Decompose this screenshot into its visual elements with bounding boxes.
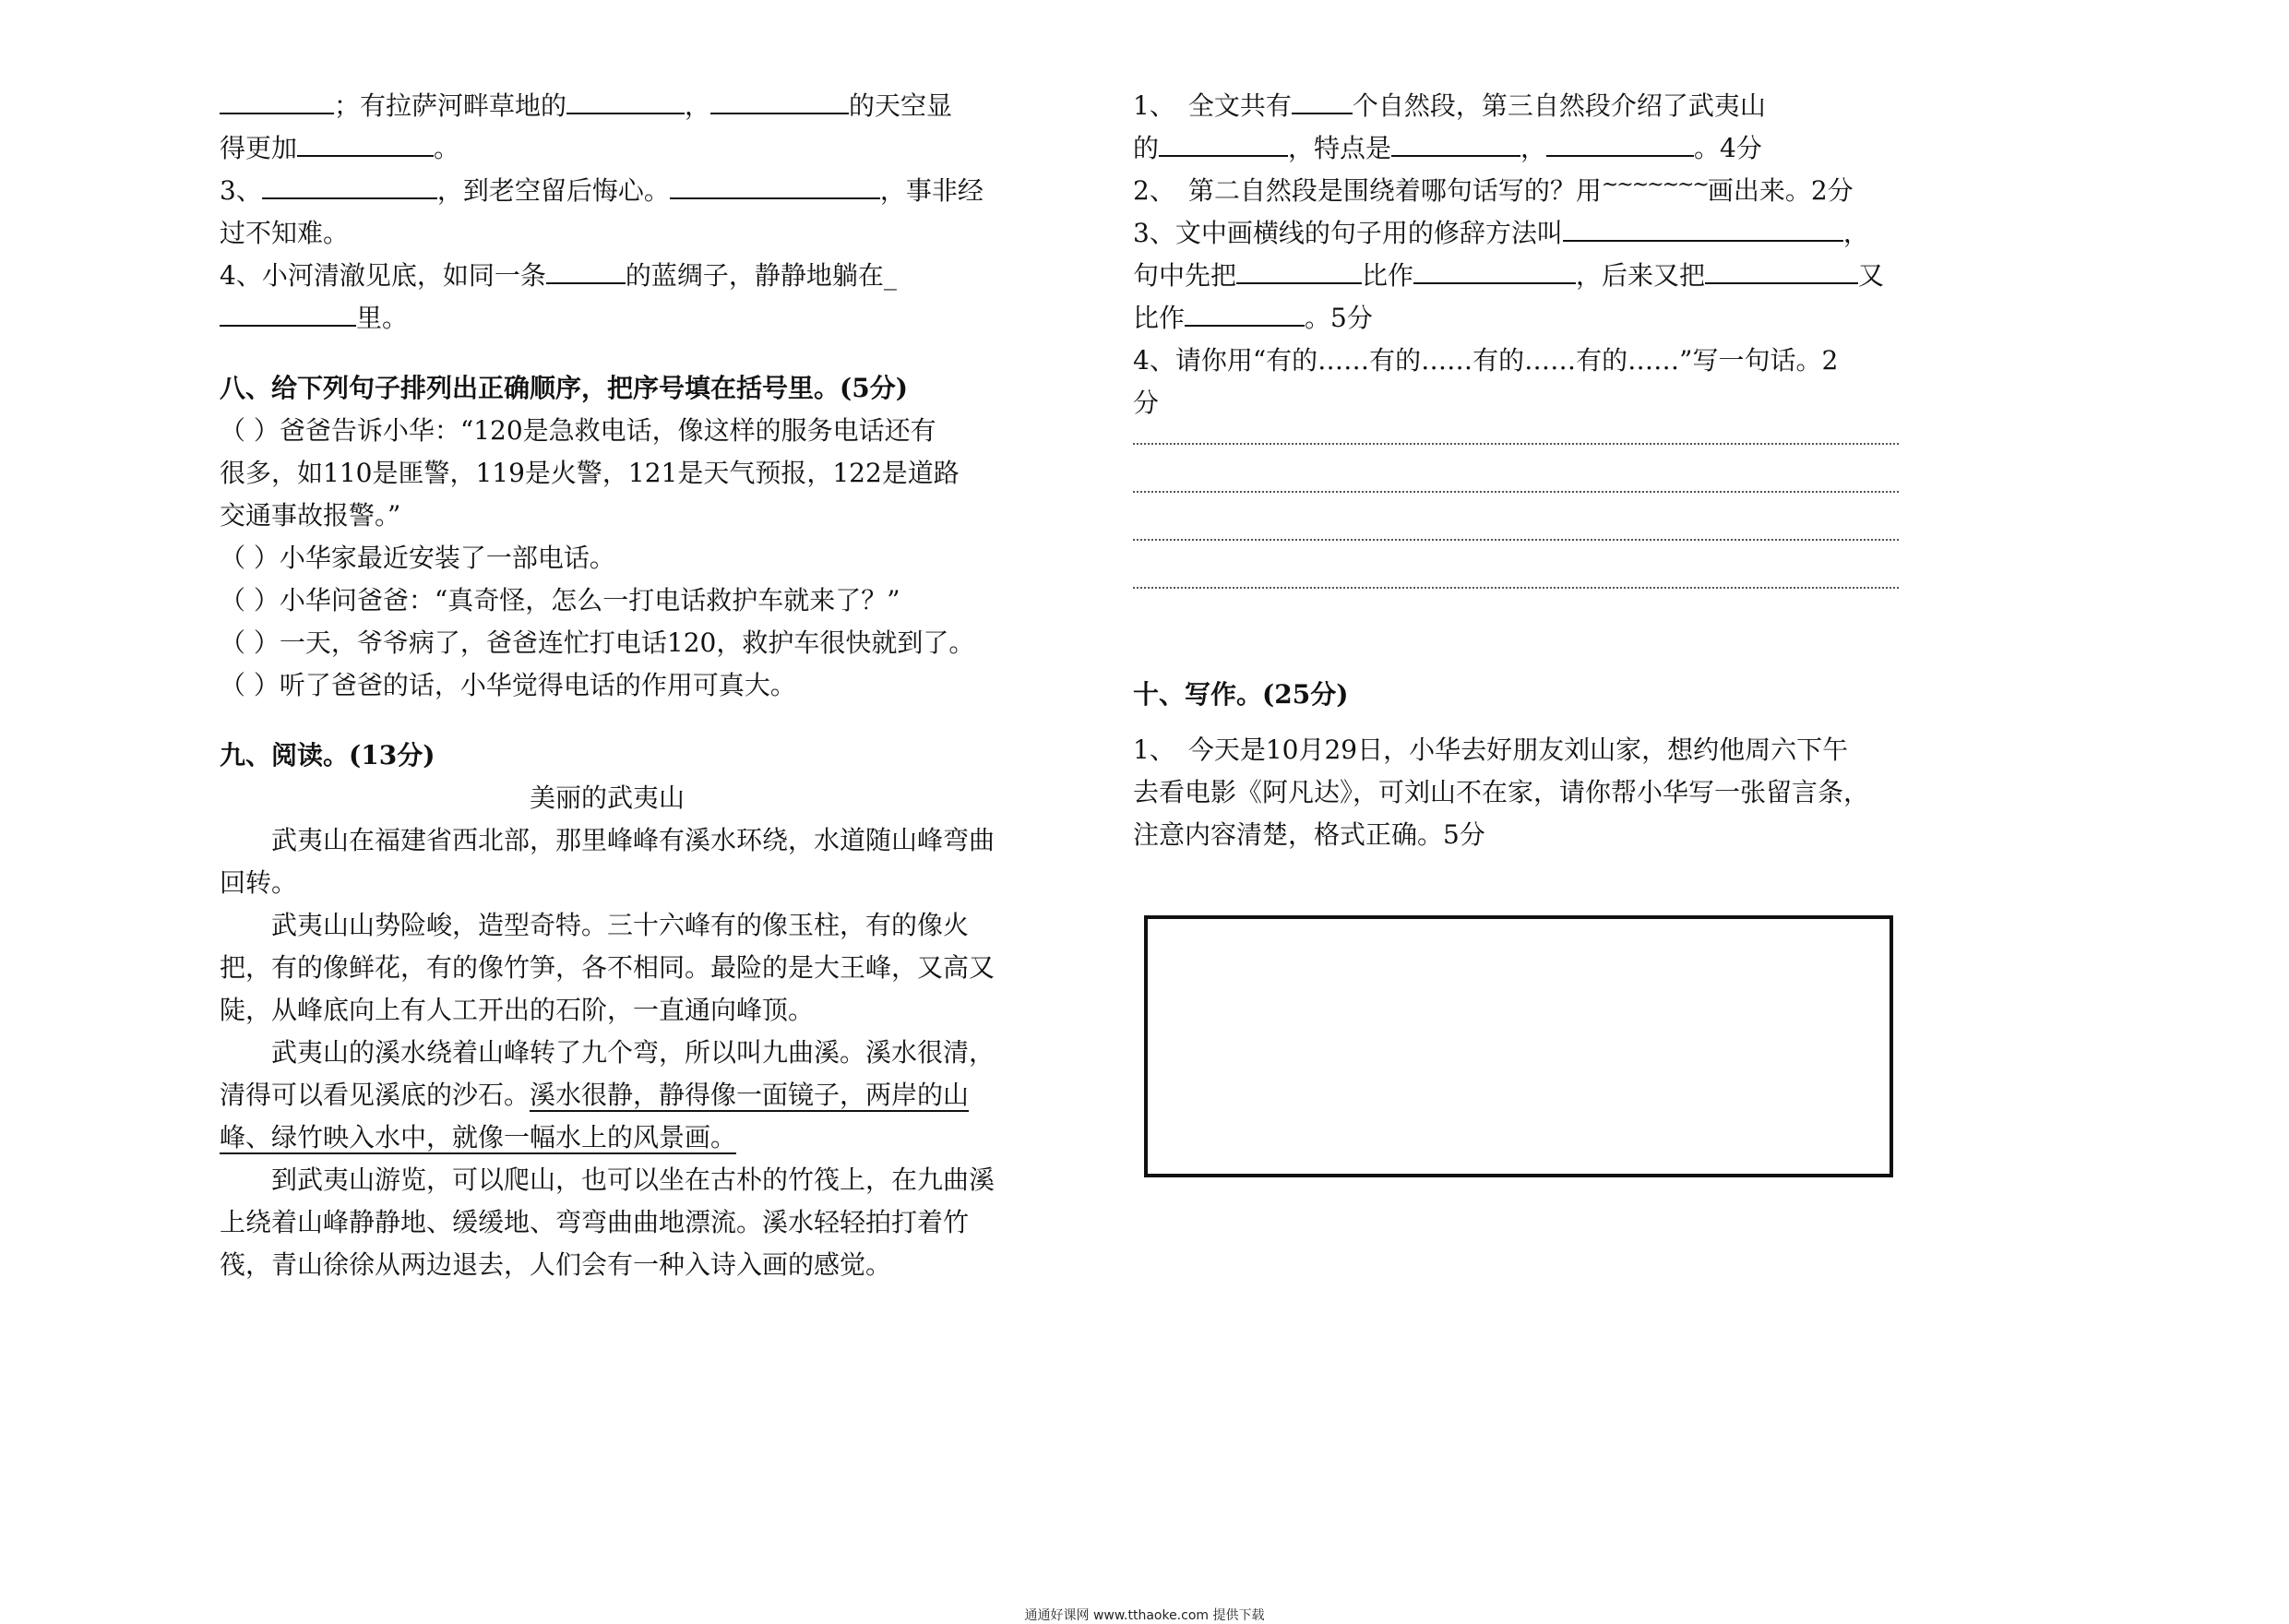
writing-line[interactable] — [1133, 493, 1899, 541]
answer-blank[interactable] — [566, 85, 685, 114]
wavy-line-mark: ~~~~~~~ — [1601, 173, 1708, 197]
writing-prompt-line3: 注意内容清楚，格式正确。5分 — [1133, 819, 1485, 850]
r-q3-line3: 比作 。5分 — [1133, 297, 1899, 340]
q3-line2: 过不知难。 — [220, 218, 350, 248]
answer-blank[interactable] — [710, 85, 849, 114]
answer-blank[interactable] — [297, 127, 434, 157]
answer-blank[interactable] — [1236, 255, 1362, 284]
sequence-item[interactable]: （ ）一天，爷爷病了，爸爸连忙打电话120，救护车很快就到了。 — [220, 627, 975, 658]
q4-line2: 里。 — [220, 297, 995, 340]
answer-blank[interactable] — [1185, 297, 1305, 327]
answer-blank[interactable] — [1292, 85, 1353, 114]
message-note-answer-box[interactable] — [1144, 915, 1893, 1177]
answer-blank[interactable] — [220, 297, 356, 327]
answer-blank[interactable] — [1705, 255, 1858, 284]
answer-blank[interactable] — [1391, 127, 1520, 157]
section-10-title: 十、写作。(25分) — [1133, 679, 1349, 710]
r-q3-line1: 3、文中画横线的句子用的修辞方法叫 ， — [1133, 212, 1899, 255]
right-column — [1133, 85, 1899, 856]
writing-prompt-line2: 去看电影《阿凡达》，可刘山不在家，请你帮小华写一张留言条， — [1133, 777, 1870, 807]
r-q1-line2: 的 ，特点是 ， 。4分 — [1133, 127, 1899, 170]
passage-paragraph-3: 武夷山的溪水绕着山峰转了九个弯，所以叫九曲溪。溪水很清，清得可以看见溪底的沙石。溪水很静，静得像一面镜子，两岸的山峰、绿竹映入水中，就像一幅水上的风景画。 — [220, 1037, 995, 1152]
writing-line[interactable] — [1133, 541, 1899, 589]
section-8-title: 八、给下列句子排列出正确顺序，把序号填在括号里。(5分) — [220, 373, 908, 403]
answer-blank[interactable] — [220, 85, 334, 114]
q2-continuation-line1: ；有拉萨河畔草地的 ， 的天空显 — [220, 85, 995, 127]
q2-continuation-line2: 得更加 。 — [220, 127, 995, 170]
answer-blank[interactable] — [1546, 127, 1694, 157]
sequence-item[interactable]: （ ）听了爸爸的话，小华觉得电话的作用可真大。 — [220, 670, 796, 700]
underlined-sentence: 溪水很静，静得像一面镜子，两岸的山峰、绿竹映入水中，就像一幅水上的风景画。 — [220, 1080, 970, 1152]
q4-line1: 4、小河清澈见底，如同一条 的蓝绸子，静静地躺在_ — [220, 255, 995, 297]
answer-blank[interactable] — [546, 255, 626, 284]
r-q4-line1: 4、请你用“有的……有的……有的……有的……”写一句话。2 — [1133, 345, 1839, 376]
writing-prompt-line1: 1、 今天是10月29日，小华去好朋友刘山家，想约他周六下午 — [1133, 734, 1849, 765]
answer-blank[interactable] — [262, 170, 437, 199]
writing-line[interactable] — [1133, 445, 1899, 493]
r-q1-line1: 1、 全文共有 个自然段，第三自然段介绍了武夷山 — [1133, 85, 1899, 127]
passage-paragraph-2: 武夷山山势险峻，造型奇特。三十六峰有的像玉柱，有的像火把，有的像鲜花，有的像竹笋，各不相同。最险的是大王峰，又高又陡，从峰底向上有人工开出的石阶，一直通向峰顶。 — [220, 910, 995, 1025]
sequence-item-cont: 很多，如110是匪警，119是火警，121是天气预报，122是道路 — [220, 458, 960, 488]
passage-title: 美丽的武夷山 — [529, 782, 685, 813]
footer-credit: 通通好课网 www.tthaoke.com 提供下载 — [1024, 1608, 1265, 1623]
answer-blank[interactable] — [1413, 255, 1576, 284]
writing-line[interactable] — [1133, 424, 1899, 445]
sequence-item[interactable]: （ ）小华家最近安装了一部电话。 — [220, 543, 615, 573]
r-q2-line: 2、 第二自然段是围绕着哪句话写的？用~~~~~~~画出来。2分 — [1133, 173, 1854, 206]
r-q4-line2: 分 — [1133, 388, 1160, 418]
sequence-item[interactable]: （ ）爸爸告诉小华：“120是急救电话，像这样的服务电话还有 — [220, 415, 936, 446]
section-9-title: 九、阅读。(13分) — [220, 740, 435, 770]
r-q3-line2: 句中先把 比作 ，后来又把 又 — [1133, 255, 1899, 297]
left-column — [220, 85, 995, 1286]
passage-paragraph-4: 到武夷山游览，可以爬山，也可以坐在古朴的竹筏上，在九曲溪上绕着山峰静静地、缓缓地、弯弯曲曲地漂流。溪水轻轻拍打着竹筏，青山徐徐从两边退去，人们会有一种入诗入画的感觉。 — [220, 1164, 995, 1280]
answer-blank[interactable] — [1159, 127, 1288, 157]
sequence-item-cont: 交通事故报警。” — [220, 500, 401, 531]
q3-line1: 3、 ，到老空留后悔心。 ，事非经 — [220, 170, 995, 212]
sequence-item[interactable]: （ ）小华问爸爸：“真奇怪，怎么一打电话救护车就来了？” — [220, 585, 900, 615]
answer-blank[interactable] — [670, 170, 880, 199]
passage-paragraph-1: 武夷山在福建省西北部，那里峰峰有溪水环绕，水道随山峰弯曲回转。 — [220, 825, 995, 898]
answer-blank[interactable] — [1563, 212, 1843, 242]
